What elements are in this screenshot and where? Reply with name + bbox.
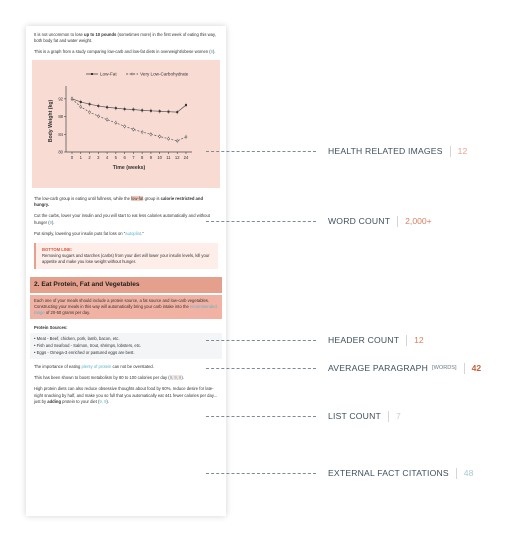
- bottom-line-box: [34, 243, 218, 269]
- data-point: [150, 110, 152, 112]
- data-point: [80, 101, 82, 103]
- paragraph-protein-importance: The importance of eating plenty of protein can not be overstated.: [34, 364, 154, 370]
- callout-value: 48: [463, 468, 474, 478]
- callout-average-paragraph: [206, 362, 481, 374]
- data-point: [159, 136, 161, 138]
- y-tick-label: 84: [58, 132, 63, 138]
- data-point: [71, 98, 73, 100]
- x-tick-label: 4: [105, 155, 109, 161]
- callout-label: EXTERNAL FACT CITATIONS: [328, 468, 449, 478]
- chart-svg: [32, 60, 226, 188]
- protein-sources-list: [30, 333, 222, 359]
- callout-divider: [406, 335, 407, 346]
- callout-dash-line: [206, 368, 316, 369]
- data-point: [106, 107, 108, 109]
- callout-divider: [464, 363, 465, 374]
- legend-label: Very Low-Carbohydrate: [140, 71, 189, 77]
- paragraph-graph-intro: This is a graph from a study comparing low-carb and low-fat diets in overweight/obese women (8).: [34, 49, 216, 55]
- y-tick-label: 88: [58, 114, 63, 120]
- paragraph-low-carb-group: The low-carb group is eating until fullness, while the low-fat group is calorie restricted and hungry.: [34, 196, 203, 208]
- data-point: [97, 105, 99, 107]
- x-tick-label: 11: [166, 155, 171, 161]
- list-item: • Eggs - Omega-3 enriched or pastured eggs are best.: [34, 350, 135, 356]
- list-item: • Meat - Beef, chicken, pork, lamb, bacon, etc.: [34, 335, 120, 341]
- paragraph-metabolism: This has been shown to boost metabolism by 80 to 100 calories per day (9, 9, 9).: [34, 375, 184, 381]
- callout-label: WORD COUNT: [328, 216, 391, 226]
- data-point: [185, 104, 187, 106]
- callout-divider: [456, 468, 457, 479]
- y-tick-label: 80: [58, 149, 63, 155]
- list-item: • Fish and Seafood - Salmon, trout, shrimps, lobsters, etc.: [34, 343, 142, 349]
- x-tick-label: 0: [70, 155, 74, 161]
- data-point: [185, 136, 187, 138]
- callout-label: AVERAGE PARAGRAPH: [328, 363, 429, 373]
- callout-header-count: [206, 334, 424, 346]
- citation-link[interactable]: 9: [49, 219, 52, 225]
- bottom-line-title: BOTTOM LINE:: [42, 246, 73, 252]
- citation-link[interactable]: 9, 9, 9: [169, 375, 182, 381]
- data-point: [132, 129, 134, 131]
- x-tick-label: 8: [140, 155, 144, 161]
- x-tick-label: 6: [123, 155, 126, 161]
- autopilot-link[interactable]: autopilot: [125, 230, 142, 236]
- callout-value: 42: [471, 363, 482, 373]
- callout-list-count: [206, 410, 401, 422]
- x-tick-label: 9: [149, 155, 153, 161]
- x-tick-label: 12: [174, 155, 180, 161]
- x-tick-label: 24: [183, 155, 189, 161]
- data-point: [89, 103, 91, 105]
- plenty-of-protein-link[interactable]: plenty of protein: [81, 364, 112, 370]
- callout-label: HEALTH RELATED IMAGES: [328, 146, 443, 156]
- callout-value: 12: [457, 146, 468, 156]
- y-axis-label: Body Weight (kg): [48, 100, 54, 143]
- callout-divider: [397, 216, 398, 227]
- x-tick-label: 7: [132, 155, 135, 161]
- legend-marker: [91, 73, 93, 75]
- recommended-range-link[interactable]: recommended range: [34, 303, 217, 315]
- data-point: [159, 111, 161, 113]
- citation-link[interactable]: 9, 9: [99, 398, 107, 404]
- callout-label: HEADER COUNT: [328, 335, 400, 345]
- callout-dash-line: [206, 340, 316, 341]
- y-tick-label: 92: [58, 96, 63, 102]
- data-point: [106, 119, 108, 121]
- data-point: [115, 122, 117, 124]
- paragraph-autopilot: Put simply, lowering your insulin puts fat loss on "autopilot.": [34, 230, 144, 236]
- x-axis-label: Time (weeks): [112, 165, 146, 172]
- callout-value: 12: [414, 335, 424, 345]
- bottom-line-text: Removing sugars and starches (carbs) from your diet will lower your insulin levels, kill your appetite and make you lose weight without hunger.: [42, 252, 210, 264]
- data-point: [150, 134, 152, 136]
- x-tick-label: 5: [114, 155, 118, 161]
- protein-sources-title: Protein Sources:: [34, 324, 68, 330]
- callout-value: 7: [395, 411, 401, 421]
- data-point: [124, 126, 126, 128]
- callout-label: LIST COUNT: [328, 411, 381, 421]
- data-point: [115, 107, 117, 109]
- x-tick-label: 3: [97, 155, 100, 161]
- article-body: [26, 26, 226, 416]
- data-point: [176, 111, 178, 113]
- x-tick-label: 10: [157, 155, 163, 161]
- callout-word-count: [206, 215, 432, 227]
- paragraph-cut-carbs: Cut the carbs, lower your insulin and you will start to eat less calories automatically and without hunger (9).: [34, 213, 210, 225]
- callout-dash-line: [206, 416, 316, 417]
- legend-label: Low-Fat: [100, 71, 117, 77]
- callout-health-images: [206, 145, 467, 157]
- callout-divider: [450, 146, 451, 157]
- callout-value: 2,000+: [405, 216, 432, 226]
- paragraph-high-protein: High protein diets can also reduce obsessive thoughts about food by 60%, reduce desire for late-night snacking by half, and make you so full that you automatically eat 441 fewer calories per day... just by adding protein to your diet (9, 9).: [34, 386, 218, 404]
- callout-dash-line: [206, 151, 316, 152]
- section-header: 2. Eat Protein, Fat and Vegetables: [30, 277, 222, 293]
- data-point: [141, 110, 143, 112]
- callout-divider: [388, 411, 389, 422]
- data-point: [80, 106, 82, 108]
- callout-dash-line: [206, 221, 316, 222]
- data-point: [167, 111, 169, 113]
- data-point: [124, 108, 126, 110]
- data-point: [141, 131, 143, 133]
- body-weight-chart: [32, 60, 220, 188]
- x-tick-label: 1: [79, 155, 82, 161]
- data-point: [132, 109, 134, 111]
- data-point: [176, 140, 178, 142]
- data-point: [167, 138, 169, 140]
- x-tick-label: 2: [88, 155, 91, 161]
- callout-dash-line: [206, 473, 316, 474]
- callout-sublabel: [WORDS]: [432, 365, 457, 371]
- series-line-0: [72, 99, 186, 112]
- highlighted-paragraph: Each one of your meals should include a protein source, a fat source and low-carb vegetables. Constructing your meals in this way will automatically bring your carb intake into the recommended range of 20-50 grams per day.: [30, 295, 222, 319]
- data-point: [89, 111, 91, 113]
- paragraph-weight-loss: It is not uncommon to lose up to 10 pounds (sometimes more) in the first week of eating this way, both body fat and water weight.: [34, 32, 216, 44]
- legend-marker: [131, 73, 133, 75]
- callout-external-citations: [206, 467, 473, 479]
- article-document: [26, 26, 226, 516]
- citation-link[interactable]: 8: [210, 49, 213, 55]
- data-point: [97, 115, 99, 117]
